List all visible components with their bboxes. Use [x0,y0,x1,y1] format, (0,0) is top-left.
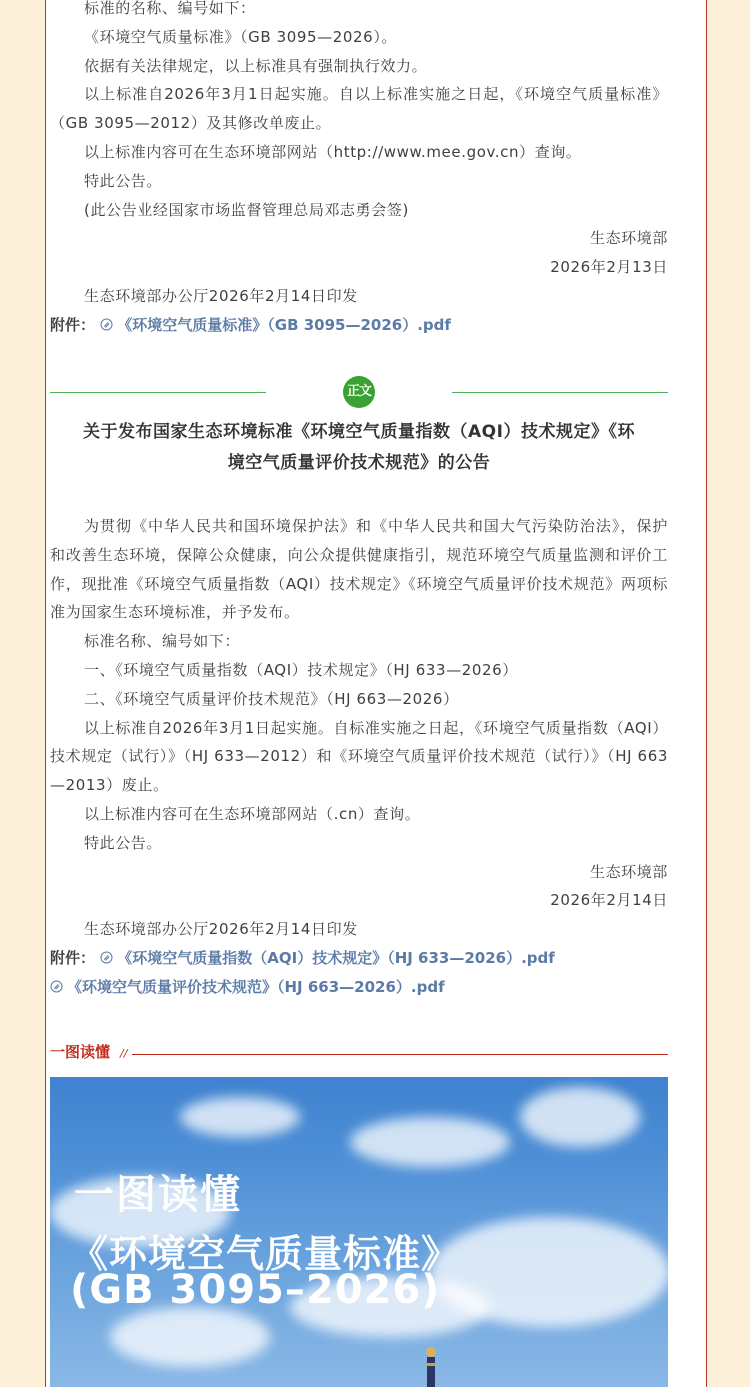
zhengwen-badge: 正文 [343,376,375,408]
banner-title-line2: 《环境空气质量标准》 [70,1232,461,1276]
notice1-line: 《环境空气质量标准》（GB 3095—2026）。 [84,27,398,46]
cloud-shape [520,1087,640,1147]
section-heading [50,1039,668,1065]
notice2-title-line2: 境空气质量评价技术规范》的公告 [227,453,491,473]
attachment-link[interactable] [50,978,445,996]
cloud-shape [180,1097,300,1137]
notice1-line: 以上标准内容可在生态环境部网站（http://www.mee.gov.cn）查询。 [84,142,582,161]
notice1-date: 2026年2月13日 [550,258,668,277]
paperclip-icon [50,980,63,993]
divider-line-left [50,392,266,393]
attachment-link-text: 《环境空气质量指数（AQI）技术规定》（HJ 633—2026）.pdf [117,948,555,967]
attachment-link[interactable] [100,949,555,967]
notice2-intro: 为贯彻《中华人民共和国环境保护法》和《中华人民共和国大气污染防治法》，保护和改善生态环境，保障公众健康，向公众提供健康指引，规范环境空气质量监测和评价工作，现批准《环境空气质量指数（AQI）技术规定》《环境空气质量评价技术规范》两项标准为国家生态环境标准，并予发布。 [50,517,668,622]
notice2-line: 特此公告。 [84,833,163,852]
cloud-shape [110,1307,270,1367]
notice2-line: 以上标准内容可在生态环境部网站（.cn）查询。 [84,804,421,823]
attachment-link-text: 《环境空气质量标准》（GB 3095—2026）.pdf [117,315,451,334]
paperclip-icon [100,318,113,331]
banner-title-line3: (GB 3095–2026) [70,1267,441,1313]
notice1-line: 依据有关法律规定，以上标准具有强制执行效力。 [84,56,428,75]
attachment-label: 附件： [50,315,96,334]
notice2-title-line1: 关于发布国家生态环境标准《环境空气质量指数（AQI）技术规定》《环 [83,422,635,442]
notice2-line: 二、《环境空气质量评价技术规范》（HJ 663—2026） [84,689,459,708]
banner-title-line1: 一图读懂 [74,1172,242,1218]
notice2-signer: 生态环境部 [589,862,668,881]
attachment-link-text: 《环境空气质量评价技术规范》（HJ 663—2026）.pdf [67,977,445,996]
notice2-line: 标准名称、编号如下： [84,632,241,651]
attachment-link[interactable] [100,316,451,334]
notice2-line: 一、《环境空气质量指数（AQI）技术规定》（HJ 633—2026） [84,660,518,679]
section-heading-text: 一图读懂 [50,1043,111,1061]
paperclip-icon [100,951,113,964]
notice1-line: 特此公告。 [84,171,163,190]
notice1-line: 以上标准自2026年3月1日起实施。自以上标准实施之日起，《环境空气质量标准》（GB 3095—2012）及其修改单废止。 [50,85,668,133]
notice2-attachment-row [50,973,668,1002]
notice2-date: 2026年2月14日 [550,891,668,910]
notice2-attachment-row [50,944,668,973]
attachment-label: 附件： [50,948,96,967]
section-heading-rule [132,1054,668,1055]
notice1-attachment-row [50,311,668,340]
slash-decoration-icon: // [120,1047,128,1060]
section-divider [50,372,668,412]
notice1-line: 标准的名称、编号如下： [84,0,256,17]
notice1-line: (此公告业经国家市场监督管理总局邓志勇会签) [84,200,409,219]
notice2-issued: 生态环境部办公厅2026年2月14日印发 [84,920,358,939]
divider-line-right [452,392,668,393]
notice1-signer: 生态环境部 [589,229,668,248]
notice2-line: 以上标准自2026年3月1日起实施。自标准实施之日起，《环境空气质量指数（AQI）技术规定（试行）》（HJ 633—2012）和《环境空气质量评价技术规范（试行）》（HJ 663—2013）废止。 [50,718,668,795]
cloud-shape [350,1117,510,1167]
notice2-title [50,417,668,479]
notice2-body [50,512,668,1002]
notice1-issued: 生态环境部办公厅2026年2月14日印发 [84,286,358,305]
infographic-banner[interactable] [50,1077,668,1387]
tower-spire-icon [424,1347,438,1387]
notice1-body [50,0,668,340]
